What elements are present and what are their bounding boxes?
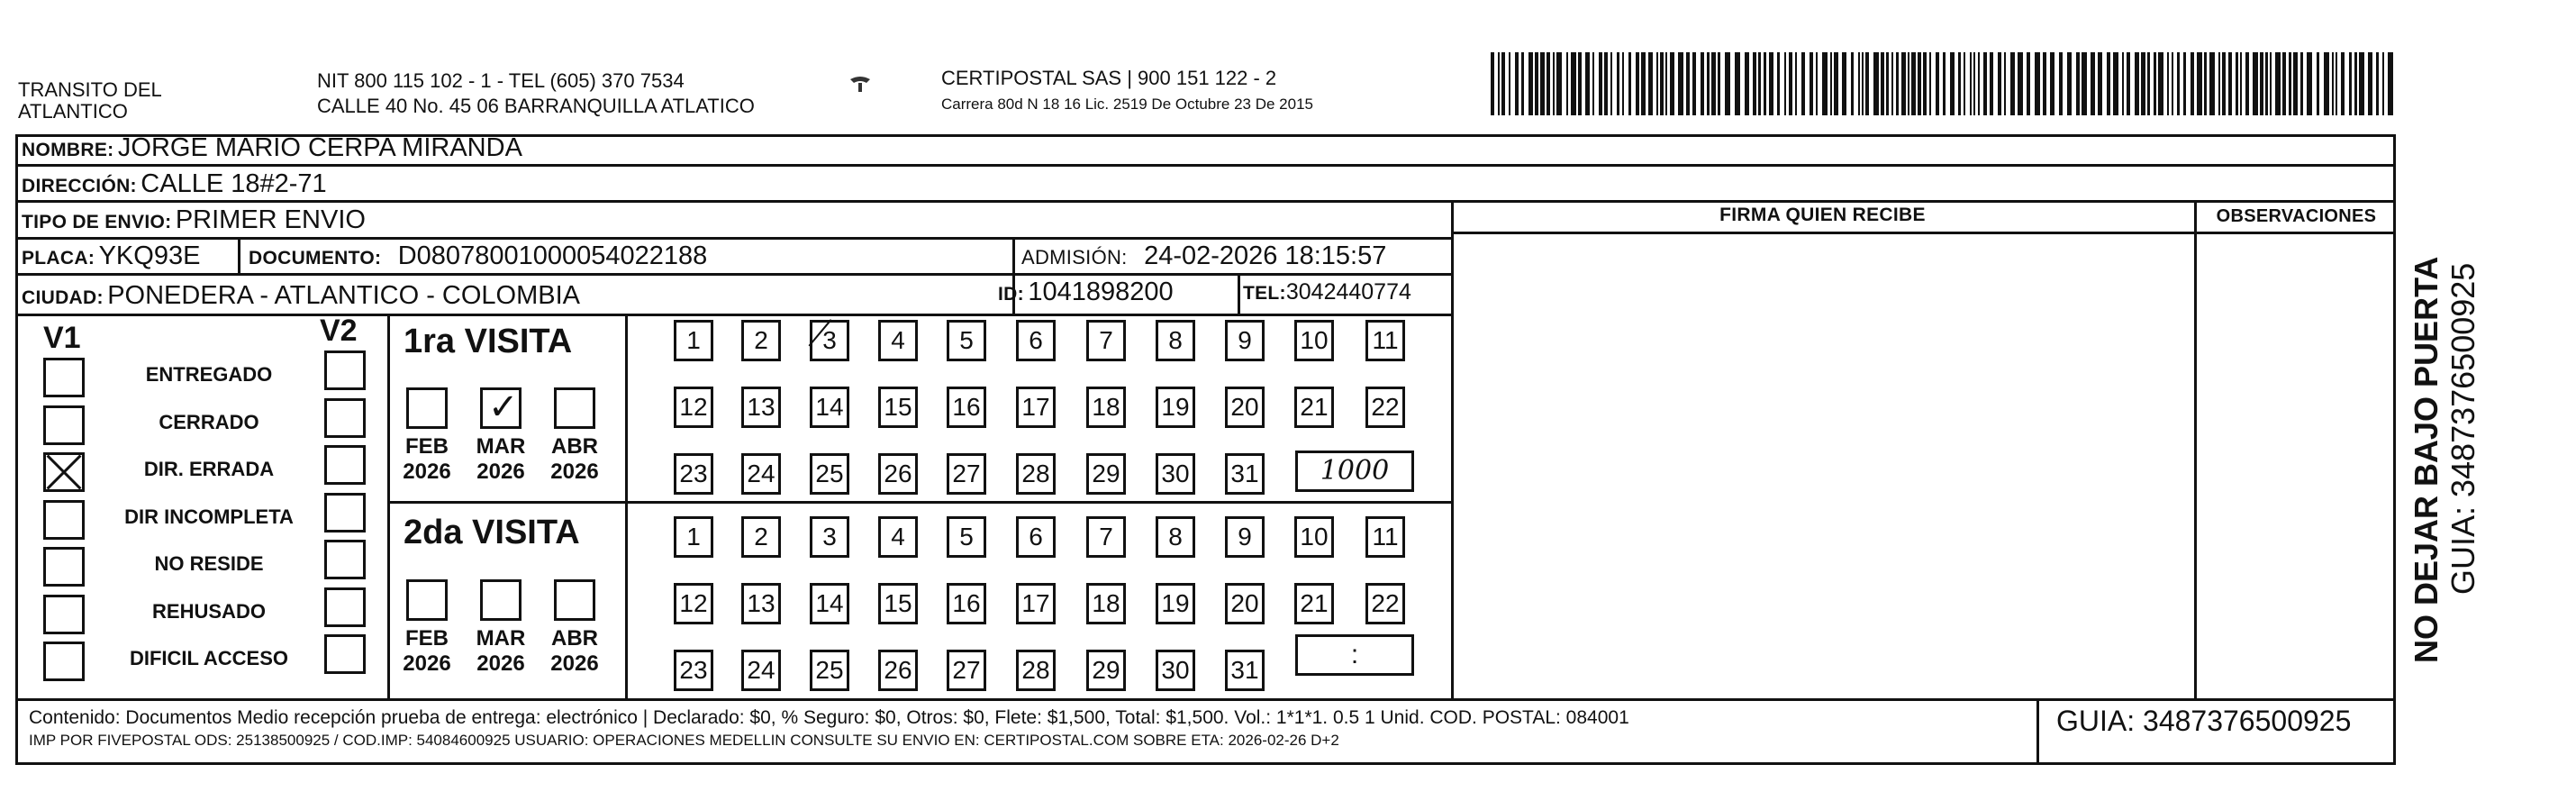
barcode-bar bbox=[1599, 52, 1602, 115]
month-checkbox[interactable] bbox=[480, 579, 522, 621]
day-box[interactable]: 1 bbox=[674, 516, 713, 558]
barcode-bar bbox=[1656, 52, 1658, 115]
barcode-bar bbox=[1547, 52, 1550, 115]
day-box[interactable]: 3 bbox=[810, 320, 849, 361]
barcode-bar bbox=[1973, 52, 1975, 115]
month-year: 2026 bbox=[476, 460, 525, 484]
month-name: MAR bbox=[476, 626, 526, 651]
barcode-bar bbox=[2067, 52, 2072, 115]
barcode-bar bbox=[2260, 52, 2263, 115]
sender-name-line1: TRANSITO DEL bbox=[18, 78, 162, 101]
barcode-bar bbox=[1858, 52, 1860, 115]
barcode-bar bbox=[2043, 52, 2046, 115]
barcode-bar bbox=[1540, 52, 1545, 115]
main-form-frame bbox=[15, 134, 2396, 765]
status-v2-checkbox[interactable] bbox=[324, 398, 366, 438]
placa-label: PLACA: bbox=[22, 248, 95, 269]
status-v1-checkbox[interactable] bbox=[43, 642, 85, 681]
barcode-bar bbox=[2368, 52, 2372, 115]
month-checkbox[interactable] bbox=[406, 387, 448, 429]
barcode-bar bbox=[2098, 52, 2102, 115]
visit2-title: 2da VISITA bbox=[404, 514, 580, 551]
barcode-bar bbox=[1795, 52, 1797, 115]
barcode-bar bbox=[1777, 52, 1780, 115]
barcode-bar bbox=[2265, 52, 2268, 115]
day-box[interactable]: 13 bbox=[741, 387, 781, 428]
tel-row bbox=[1243, 279, 1411, 305]
barcode-bar bbox=[2147, 52, 2150, 115]
tipo-envio-value: PRIMER ENVIO bbox=[175, 205, 366, 234]
month-year: 2026 bbox=[403, 651, 451, 676]
footer-contents: Contenido: Documentos Medio recepción prueba de entrega: electrónico | Declarado: $0, % Seguro: $0, Otros: $0, Flete: $1,500, Total: $1,500. Vol.: 1*1*1. 0.5 1 Unid. COD. POSTAL: 084001 bbox=[29, 707, 1629, 728]
status-label: NO RESIDE bbox=[154, 552, 264, 575]
barcode-bar bbox=[2222, 52, 2226, 115]
barcode-bar bbox=[1886, 52, 1889, 115]
barcode-bar bbox=[2059, 52, 2063, 115]
tel-value: 3042440774 bbox=[1285, 279, 1411, 305]
footer-guia: GUIA: 3487376500925 bbox=[2056, 705, 2352, 737]
day-box[interactable]: 26 bbox=[878, 453, 918, 495]
month-year: 2026 bbox=[550, 460, 599, 484]
status-v2-checkbox[interactable] bbox=[324, 350, 366, 390]
barcode-bar bbox=[1711, 52, 1716, 115]
day-box[interactable]: 17 bbox=[1016, 387, 1056, 428]
day-box[interactable]: 17 bbox=[1016, 583, 1056, 624]
status-label: REHUSADO bbox=[152, 599, 266, 623]
barcode-bar bbox=[2245, 52, 2249, 115]
barcode-bar bbox=[1648, 52, 1653, 115]
observaciones-header: OBSERVACIONES bbox=[2216, 206, 2377, 226]
day-box[interactable]: 27 bbox=[947, 453, 986, 495]
day-box[interactable]: 10 bbox=[1294, 516, 1334, 558]
ciudad-row bbox=[22, 281, 580, 311]
carrier-logo-icon bbox=[847, 74, 874, 97]
day-box[interactable]: 11 bbox=[1365, 516, 1405, 558]
month-label bbox=[469, 626, 532, 677]
barcode-bar bbox=[2240, 52, 2242, 115]
status-label: DIFICIL ACCESO bbox=[129, 647, 288, 669]
day-box[interactable]: 18 bbox=[1086, 583, 1126, 624]
day-box[interactable]: 16 bbox=[947, 583, 986, 624]
carrier-address: Carrera 80d N 18 16 Lic. 2519 De Octubre 23 De 2015 bbox=[941, 96, 1313, 113]
day-box[interactable]: 26 bbox=[878, 650, 918, 691]
barcode-bar bbox=[1745, 52, 1749, 115]
day-box[interactable]: 28 bbox=[1016, 453, 1056, 495]
barcode-bar bbox=[2209, 52, 2215, 115]
tipo-envio-row bbox=[22, 205, 366, 235]
status-label: DIR. ERRADA bbox=[143, 458, 275, 480]
day-box[interactable]: 2 bbox=[741, 516, 781, 558]
direccion-row bbox=[22, 169, 327, 199]
day-box[interactable]: 29 bbox=[1086, 650, 1126, 691]
barcode-bar bbox=[1592, 52, 1594, 115]
barcode-bar bbox=[1936, 52, 1939, 115]
day-box[interactable]: 10 bbox=[1294, 320, 1334, 361]
barcode-bar bbox=[1990, 52, 1993, 115]
day-box[interactable]: 23 bbox=[674, 650, 713, 691]
barcode-bar bbox=[1585, 52, 1590, 115]
day-box[interactable]: 4 bbox=[878, 320, 918, 361]
status-v1-checkbox[interactable] bbox=[43, 595, 85, 634]
status-v1-checkbox[interactable] bbox=[43, 547, 85, 587]
barcode-bar bbox=[1686, 52, 1690, 115]
month-name: FEB bbox=[405, 434, 449, 459]
barcode-bar bbox=[2307, 52, 2312, 115]
barcode-bar bbox=[2167, 52, 2169, 115]
barcode-bar bbox=[1929, 52, 1931, 115]
status-v1-checkbox[interactable] bbox=[43, 358, 85, 397]
v2-label: V2 bbox=[320, 314, 358, 348]
month-label bbox=[395, 434, 458, 485]
barcode-bar bbox=[1641, 52, 1646, 115]
day-box[interactable]: 6 bbox=[1016, 320, 1056, 361]
nombre-row bbox=[22, 133, 522, 163]
barcode-bar bbox=[1830, 52, 1832, 115]
ciudad-label: CIUDAD: bbox=[22, 287, 104, 308]
barcode-bar bbox=[2317, 52, 2319, 115]
carrier-name: CERTIPOSTAL SAS | 900 151 122 - 2 bbox=[941, 67, 1277, 89]
barcode-bar bbox=[1678, 52, 1683, 115]
documento-row bbox=[249, 241, 707, 271]
barcode-bar bbox=[1556, 52, 1562, 115]
barcode-bar bbox=[1891, 52, 1893, 115]
day-box[interactable]: 29 bbox=[1086, 453, 1126, 495]
direccion-value: CALLE 18#2-71 bbox=[141, 169, 327, 198]
day-box[interactable]: 31 bbox=[1225, 650, 1265, 691]
barcode-bar bbox=[2082, 52, 2087, 115]
day-box[interactable]: 19 bbox=[1156, 387, 1195, 428]
nombre-label: NOMBRE: bbox=[22, 140, 114, 160]
barcode-bar bbox=[2127, 52, 2130, 115]
barcode-bar bbox=[2359, 52, 2364, 115]
visit1-time-box[interactable]: 1000 bbox=[1295, 451, 1414, 492]
barcode-bar bbox=[1571, 52, 1576, 115]
barcode-bar bbox=[2191, 52, 2194, 115]
barcode-bar bbox=[1801, 52, 1805, 115]
month-label bbox=[543, 626, 606, 677]
barcode-bar bbox=[2172, 52, 2173, 115]
side-guia: GUIA: 3487376500925 bbox=[2444, 262, 2481, 595]
status-v1-checkbox[interactable] bbox=[43, 500, 85, 540]
barcode-bar bbox=[1896, 52, 1899, 115]
barcode-bar bbox=[1636, 52, 1639, 115]
barcode-bar bbox=[2018, 52, 2023, 115]
side-warning: NO DEJAR BAJO PUERTA bbox=[2408, 256, 2444, 663]
barcode-bar bbox=[2376, 52, 2379, 115]
barcode-bar bbox=[1950, 52, 1955, 115]
day-box[interactable]: 3 bbox=[810, 516, 849, 558]
day-box[interactable]: 22 bbox=[1365, 387, 1405, 428]
day-box[interactable]: 28 bbox=[1016, 650, 1056, 691]
day-box[interactable]: 23 bbox=[674, 453, 713, 495]
barcode-bar bbox=[2107, 52, 2110, 115]
day-box[interactable]: 15 bbox=[878, 387, 918, 428]
placa-value: YKQ93E bbox=[98, 241, 201, 270]
barcode bbox=[1491, 52, 2400, 115]
barcode-bar bbox=[1660, 52, 1664, 115]
barcode-bar bbox=[2010, 52, 2015, 115]
barcode-bar bbox=[2122, 52, 2124, 115]
barcode-bar bbox=[1528, 52, 1533, 115]
barcode-bar bbox=[2177, 52, 2180, 115]
admision-label: ADMISIÓN: bbox=[1021, 246, 1128, 269]
barcode-bar bbox=[2158, 52, 2163, 115]
barcode-bar bbox=[1515, 52, 1519, 115]
barcode-bar bbox=[2293, 52, 2298, 115]
day-box[interactable]: 30 bbox=[1156, 650, 1195, 691]
barcode-bar bbox=[1735, 52, 1740, 115]
day-box[interactable]: 21 bbox=[1294, 387, 1334, 428]
barcode-bar bbox=[1970, 52, 1972, 115]
status-v2-checkbox[interactable] bbox=[324, 493, 366, 532]
month-year: 2026 bbox=[403, 460, 451, 484]
status-v2-checkbox[interactable] bbox=[324, 540, 366, 579]
barcode-bar bbox=[1617, 52, 1619, 115]
barcode-bar bbox=[2270, 52, 2272, 115]
barcode-bar bbox=[2135, 52, 2139, 115]
barcode-bar bbox=[2204, 52, 2207, 115]
day-box[interactable]: 9 bbox=[1225, 516, 1265, 558]
ciudad-value: PONEDERA - ATLANTICO - COLOMBIA bbox=[107, 281, 580, 310]
day-box[interactable]: 9 bbox=[1225, 320, 1265, 361]
barcode-bar bbox=[1964, 52, 1965, 115]
barcode-bar bbox=[1566, 52, 1568, 115]
barcode-bar bbox=[2197, 52, 2202, 115]
day-box[interactable]: 8 bbox=[1156, 516, 1195, 558]
barcode-bar bbox=[1501, 52, 1505, 115]
barcode-bar bbox=[2236, 52, 2238, 115]
day-box[interactable]: 12 bbox=[674, 583, 713, 624]
visit2-time-box[interactable]: : bbox=[1295, 634, 1414, 676]
barcode-bar bbox=[1810, 52, 1813, 115]
barcode-bar bbox=[2388, 52, 2393, 115]
day-box[interactable]: 11 bbox=[1365, 320, 1405, 361]
barcode-bar bbox=[2354, 52, 2357, 115]
barcode-bar bbox=[2324, 52, 2329, 115]
barcode-bar bbox=[1553, 52, 1555, 115]
id-label: ID: bbox=[998, 284, 1024, 305]
day-box[interactable]: 20 bbox=[1225, 583, 1265, 624]
barcode-bar bbox=[1491, 52, 1494, 115]
month-checkbox[interactable] bbox=[554, 579, 595, 621]
barcode-bar bbox=[2004, 52, 2006, 115]
status-label: DIR INCOMPLETA bbox=[124, 505, 294, 528]
barcode-bar bbox=[1908, 52, 1909, 115]
month-year: 2026 bbox=[476, 651, 525, 676]
barcode-bar bbox=[1665, 52, 1667, 115]
barcode-bar bbox=[1862, 52, 1864, 115]
barcode-bar bbox=[2300, 52, 2303, 115]
barcode-bar bbox=[1521, 52, 1524, 115]
id-value: 1041898200 bbox=[1028, 278, 1174, 306]
day-box[interactable]: 18 bbox=[1086, 387, 1126, 428]
barcode-bar bbox=[2228, 52, 2232, 115]
barcode-bar bbox=[1998, 52, 2001, 115]
barcode-bar bbox=[2027, 52, 2030, 115]
barcode-bar bbox=[1498, 52, 1500, 115]
day-box[interactable]: 14 bbox=[810, 387, 849, 428]
footer-imp-line: IMP POR FIVEPOSTAL ODS: 25138500925 / COD.IMP: 54084600925 USUARIO: OPERACIONES MEDELLIN CONSULTE SU ENVIO EN: CERTIPOSTAL.COM SOBRE ETA: 2026-02-26 D+2 bbox=[29, 732, 1339, 749]
day-box[interactable]: 14 bbox=[810, 583, 849, 624]
v1-label: V1 bbox=[43, 321, 81, 355]
day-box[interactable]: 24 bbox=[741, 650, 781, 691]
barcode-bar bbox=[1604, 52, 1608, 115]
month-year: 2026 bbox=[550, 651, 599, 676]
barcode-bar bbox=[1923, 52, 1927, 115]
barcode-bar bbox=[1851, 52, 1854, 115]
barcode-bar bbox=[2332, 52, 2334, 115]
barcode-bar bbox=[2382, 52, 2384, 115]
placa-row bbox=[22, 241, 200, 271]
barcode-bar bbox=[1881, 52, 1884, 115]
visit1-title: 1ra VISITA bbox=[404, 323, 573, 360]
day-box[interactable]: 13 bbox=[741, 583, 781, 624]
barcode-bar bbox=[1983, 52, 1987, 115]
id-row bbox=[998, 278, 1174, 307]
barcode-bar bbox=[1707, 52, 1710, 115]
month-name: ABR bbox=[551, 434, 598, 459]
day-box[interactable]: 25 bbox=[810, 650, 849, 691]
tel-label: TEL: bbox=[1243, 283, 1286, 304]
day-box[interactable]: 5 bbox=[947, 320, 986, 361]
documento-value: D08078001000054022188 bbox=[397, 241, 708, 270]
barcode-bar bbox=[2289, 52, 2291, 115]
barcode-bar bbox=[1789, 52, 1792, 115]
day-box[interactable]: 15 bbox=[878, 583, 918, 624]
barcode-bar bbox=[1509, 52, 1510, 115]
admision-value: 24-02-2026 18:15:57 bbox=[1144, 241, 1387, 270]
status-v2-checkbox[interactable] bbox=[324, 587, 366, 627]
tipo-envio-label: TIPO DE ENVIO: bbox=[22, 212, 172, 232]
day-box[interactable]: 8 bbox=[1156, 320, 1195, 361]
admision-row bbox=[1021, 241, 1386, 271]
barcode-bar bbox=[2113, 52, 2118, 115]
nombre-value: JORGE MARIO CERPA MIRANDA bbox=[117, 133, 522, 162]
day-box[interactable]: 5 bbox=[947, 516, 986, 558]
barcode-bar bbox=[2341, 52, 2345, 115]
day-box[interactable]: 12 bbox=[674, 387, 713, 428]
day-box[interactable]: 1 bbox=[674, 320, 713, 361]
barcode-bar bbox=[2076, 52, 2080, 115]
barcode-bar bbox=[1816, 52, 1818, 115]
status-label: ENTREGADO bbox=[145, 363, 273, 386]
barcode-bar bbox=[1978, 52, 1980, 115]
status-v2-checkbox[interactable] bbox=[324, 445, 366, 485]
month-label bbox=[543, 434, 606, 485]
barcode-bar bbox=[1901, 52, 1906, 115]
barcode-bar bbox=[1718, 52, 1720, 115]
day-box[interactable]: 4 bbox=[878, 516, 918, 558]
barcode-bar bbox=[2349, 52, 2352, 115]
barcode-bar bbox=[1701, 52, 1704, 115]
barcode-bar bbox=[1943, 52, 1946, 115]
day-box[interactable]: 7 bbox=[1086, 516, 1126, 558]
day-box[interactable]: 27 bbox=[947, 650, 986, 691]
barcode-bar bbox=[2336, 52, 2337, 115]
barcode-bar bbox=[2091, 52, 2095, 115]
sender-name-line2: ATLANTICO bbox=[18, 100, 128, 123]
barcode-bar bbox=[1911, 52, 1916, 115]
barcode-bar bbox=[1578, 52, 1582, 115]
barcode-bar bbox=[1958, 52, 1961, 115]
day-box[interactable]: 6 bbox=[1016, 516, 1056, 558]
barcode-bar bbox=[1535, 52, 1538, 115]
day-box[interactable]: 30 bbox=[1156, 453, 1195, 495]
barcode-bar bbox=[1865, 52, 1869, 115]
barcode-bar bbox=[1873, 52, 1879, 115]
barcode-bar bbox=[1628, 52, 1631, 115]
barcode-bar bbox=[1769, 52, 1773, 115]
status-v1-checkbox[interactable] bbox=[43, 405, 85, 445]
sender-address: CALLE 40 No. 45 06 BARRANQUILLA ATLATICO bbox=[317, 95, 755, 117]
day-box[interactable]: 2 bbox=[741, 320, 781, 361]
month-label bbox=[469, 434, 532, 485]
month-checkbox[interactable] bbox=[406, 579, 448, 621]
month-label bbox=[395, 626, 458, 677]
firma-header: FIRMA QUIEN RECIBE bbox=[1719, 205, 1926, 225]
barcode-bar bbox=[1610, 52, 1612, 115]
barcode-bar bbox=[1784, 52, 1786, 115]
barcode-bar bbox=[1918, 52, 1921, 115]
day-box[interactable]: 7 bbox=[1086, 320, 1126, 361]
barcode-bar bbox=[1753, 52, 1756, 115]
day-box[interactable]: 24 bbox=[741, 453, 781, 495]
day-box[interactable]: 22 bbox=[1365, 583, 1405, 624]
barcode-bar bbox=[2141, 52, 2145, 115]
status-v2-checkbox[interactable] bbox=[324, 634, 366, 674]
status-v1-checkbox[interactable] bbox=[43, 452, 85, 492]
barcode-bar bbox=[1822, 52, 1828, 115]
barcode-bar bbox=[1842, 52, 1846, 115]
barcode-bar bbox=[1692, 52, 1696, 115]
month-name: FEB bbox=[405, 626, 449, 651]
sender-nit: NIT 800 115 102 - 1 - TEL (605) 370 7534 bbox=[317, 69, 685, 92]
barcode-bar bbox=[1834, 52, 1838, 115]
day-box[interactable]: 31 bbox=[1225, 453, 1265, 495]
month-name: MAR bbox=[476, 434, 526, 459]
day-box[interactable]: 20 bbox=[1225, 387, 1265, 428]
barcode-bar bbox=[2050, 52, 2054, 115]
barcode-bar bbox=[2282, 52, 2286, 115]
day-box[interactable]: 16 bbox=[947, 387, 986, 428]
barcode-bar bbox=[1670, 52, 1674, 115]
barcode-bar bbox=[2035, 52, 2040, 115]
barcode-bar bbox=[2275, 52, 2281, 115]
day-box[interactable]: 19 bbox=[1156, 583, 1195, 624]
direccion-label: DIRECCIÓN: bbox=[22, 176, 137, 196]
barcode-bar bbox=[1764, 52, 1766, 115]
barcode-bar bbox=[2183, 52, 2186, 115]
documento-label: DOCUMENTO: bbox=[249, 248, 382, 269]
barcode-bar bbox=[1758, 52, 1761, 115]
day-box[interactable]: 25 bbox=[810, 453, 849, 495]
barcode-bar bbox=[2253, 52, 2258, 115]
barcode-bar bbox=[1725, 52, 1730, 115]
barcode-bar bbox=[2154, 52, 2156, 115]
barcode-bar bbox=[2218, 52, 2220, 115]
day-box[interactable]: 21 bbox=[1294, 583, 1334, 624]
barcode-bar bbox=[1622, 52, 1624, 115]
month-checkbox[interactable] bbox=[480, 387, 522, 429]
status-label: CERRADO bbox=[159, 410, 259, 433]
month-name: ABR bbox=[551, 626, 598, 651]
month-checkbox[interactable] bbox=[554, 387, 595, 429]
